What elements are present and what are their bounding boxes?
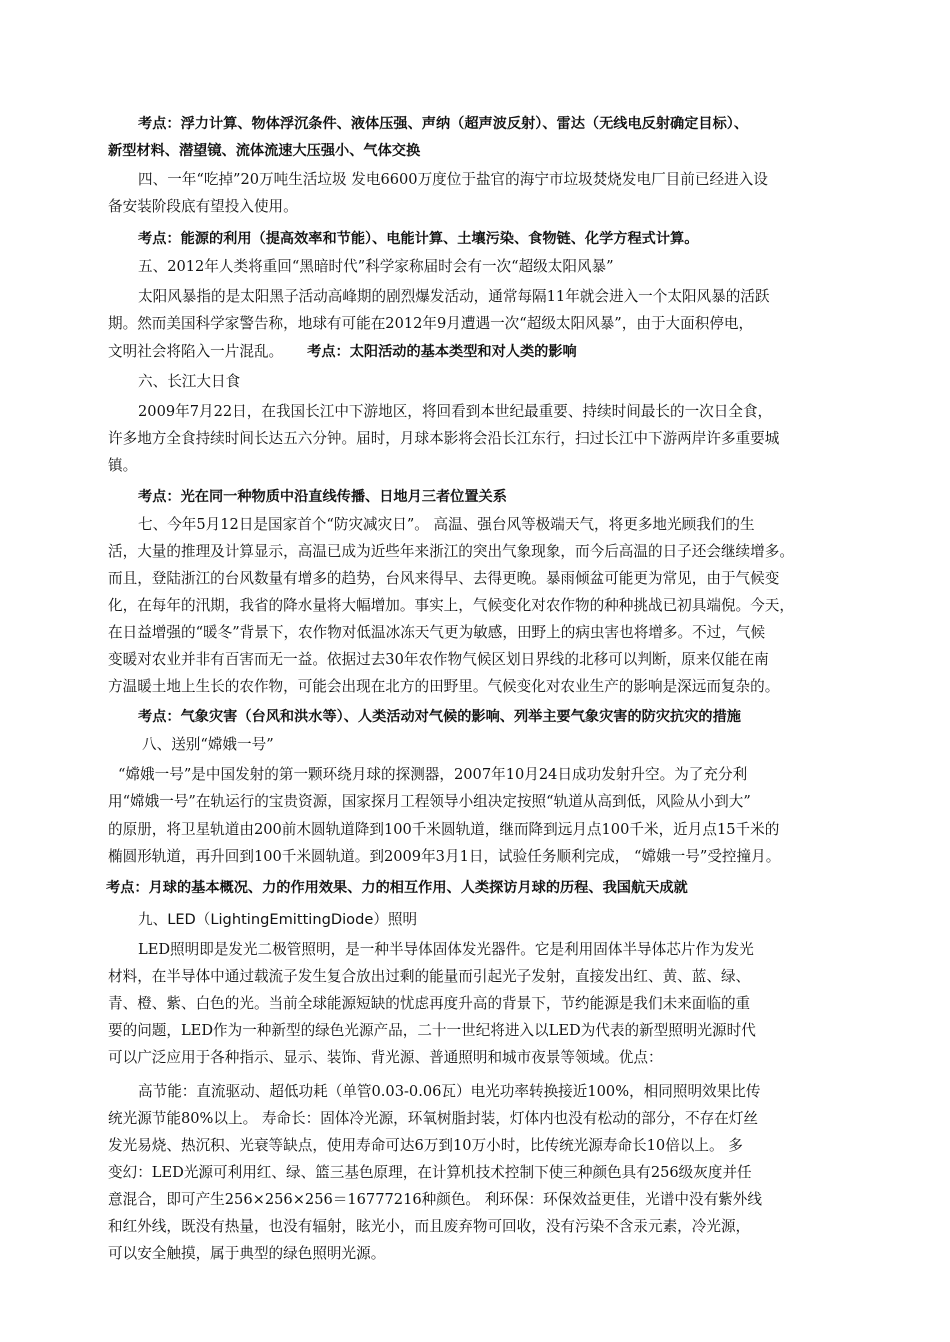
section-6-text-2: 许多地方全食持续时间长达五六分钟。届时，月球本影将会沿长江东行，扫过长江中下游两岸许多重要城 [108, 430, 780, 447]
section-9-text-2: 材料，在半导体中通过载流子发生复合放出过剩的能量而引起光子发射，直接发出红、黄、蓝、绿、 [108, 968, 751, 985]
exam-point-8: 考点：月球的基本概况、力的作用效果、力的相互作用、人类探访月球的历程、我国航天成就 [106, 880, 688, 896]
exam-point-6: 考点：光在同一种物质中沿直线传播、日地月三者位置关系 [138, 489, 507, 505]
section-7-text-6: 方温暖土地上生长的农作物，可能会出现在北方的田野里。气候变化对农业生产的影响是深远而复杂的。 [108, 678, 780, 695]
section-7-text-4: 在日益增强的“暖冬”背景下，农作物对低温冰冻天气更为敏感，田野上的病虫害也将增多。不过，气候 [108, 624, 766, 641]
section-9-text-10: 意混合，即可产生256×256×256＝16777216种颜色。 利环保：环保效益更佳，光谱中没有紫外线 [108, 1191, 762, 1208]
section-9-text-12: 可以安全触摸，属于典型的绿色照明光源。 [108, 1245, 386, 1262]
section-7-text-3: 化，在每年的汛期，我省的降水量将大幅增加。事实上，气候变化对农作物的种种挑战已初具端倪。今天， [108, 597, 794, 614]
section-7-text-2: 而且，登陆浙江的台风数量有增多的趋势，台风来得早、去得更晚。暴雨倾盆可能更为常见，由于气候变 [108, 570, 780, 587]
section-5-text-1: 太阳风暴指的是太阳黑子活动高峰期的剧烈爆发活动，通常每隔11年就会进入一个太阳风暴的活跃 [138, 288, 770, 305]
section-7-text-5: 变暖对农业并非有百害而无一益。依据过去30年农作物气候区划日界线的北移可以判断，原来仅能在南 [108, 651, 769, 668]
exam-point-5: 考点：太阳活动的基本类型和对人类的影响 [307, 344, 577, 360]
exam-point-1a: 考点：浮力计算、物体浮沉条件、液体压强、声纳（超声波反射）、雷达（无线电反射确定目标）、 [138, 116, 749, 132]
section-9-text-5: 可以广泛应用于各种指示、显示、装饰、背光源、普通照明和城市夜景等领域。优点： [108, 1049, 663, 1066]
section-6-text-3: 镇。 [108, 457, 138, 474]
section-9-title: 九、LED（LightingEmittingDiode）照明 [138, 911, 418, 928]
section-6-heading: 六、长江大日食 [138, 373, 241, 390]
section-7-text-1: 活，大量的推理及计算显示，高温已成为近些年来浙江的突出气象现象，而今后高温的日子还会继续增多。 [108, 543, 794, 560]
exam-point-1b: 新型材料、潜望镜、流体流速大压强小、气体交换 [108, 143, 421, 159]
exam-point-7: 考点：气象灾害（台风和洪水等）、人类活动对气候的影响、列举主要气象灾害的防灾抗灾的措施 [138, 709, 741, 725]
section-9-text-11: 和红外线，既没有热量，也没有辐射，眩光小，而且废弃物可回收，没有污染不含汞元素，冷光源， [108, 1218, 751, 1235]
section-8-text-3: 的原册，将卫星轨道由200前木圆轨道降到100千米圆轨道，继而降到远月点100千米，近月点15千米的 [108, 821, 780, 838]
section-5-text-2: 期。然而美国科学家警告称，地球有可能在2012年9月遭遇一次“超级太阳风暴”，由于大面积停电， [108, 315, 754, 332]
section-9-text-8: 发光易烧、热沉积、光衰等缺点，使用寿命可达6万到10万小时，比传统光源寿命长10倍以上。 多 [108, 1137, 743, 1154]
section-9-text-3: 青、橙、紫、白色的光。当前全球能源短缺的忧虑再度升高的背景下，节约能源是我们未来面临的重 [108, 995, 751, 1012]
section-9-heading [138, 910, 850, 930]
section-8-heading: 八、送别“嫦娥一号” [142, 736, 274, 753]
section-9-text-7: 统光源节能80%以上。 寿命长：固体冷光源，环氧树脂封装，灯体内也没有松动的部分，不存在灯丝 [108, 1110, 759, 1127]
section-5-heading: 五、2012年人类将重回“黑暗时代”科学家称届时会有一次“超级太阳风暴” [138, 258, 614, 275]
section-4-heading: 四、一年“吃掉”20万吨生活垃圾 发电6600万度位于盐官的海宁市垃圾焚烧发电厂目前已经进入设 [138, 171, 768, 188]
exam-point-4: 考点：能源的利用（提高效率和节能）、电能计算、土壤污染、食物链、化学方程式计算。 [138, 231, 699, 247]
section-4-text: 备安装阶段底有望投入使用。 [108, 198, 298, 215]
section-6-text-1: 2009年7月22日，在我国长江中下游地区，将回看到本世纪最重要、持续时间最长的一次日全食， [138, 403, 773, 420]
section-8-text-4: 椭圆形轨道，再升回到100千米圆轨道。到2009年3月1日，试验任务顺利完成， “嫦娥一号”受控撞月。 [108, 848, 781, 865]
section-9-text-9: 变幻：LED光源可利用红、绿、篮三基色原理，在计算机技术控制下使三种颜色具有256级灰度并任 [108, 1164, 752, 1181]
section-7-heading: 七、今年5月12日是国家首个“防灾减灾日”。 高温、强台风等极端天气，将更多地光顾我们的生 [138, 516, 755, 533]
section-8-text-1: “嫦娥一号”是中国发射的第一颗环绕月球的探测器，2007年10月24日成功发射升空。为了充分利 [118, 766, 748, 783]
section-9-text-1: LED照明即是发光二极管照明，是一种半导体固体发光器件。它是利用固体半导体芯片作为发光 [138, 941, 754, 958]
section-5-text-3-body: 文明社会将陷入一片混乱。 [108, 343, 284, 360]
section-9-text-4: 要的问题，LED作为一种新型的绿色光源产品，二十一世纪将进入以LED为代表的新型照明光源时代 [108, 1022, 756, 1039]
section-9-text-6: 高节能：直流驱动、超低功耗（单管0.03-0.06瓦）电光功率转换接近100%，相同照明效果比传 [138, 1083, 761, 1100]
section-5-text-3 [108, 342, 848, 362]
section-8-text-2: 用“嫦娥一号”在轨运行的宝贵资源，国家探月工程领导小组决定按照“轨道从高到低，风险从小到大” [108, 793, 751, 810]
